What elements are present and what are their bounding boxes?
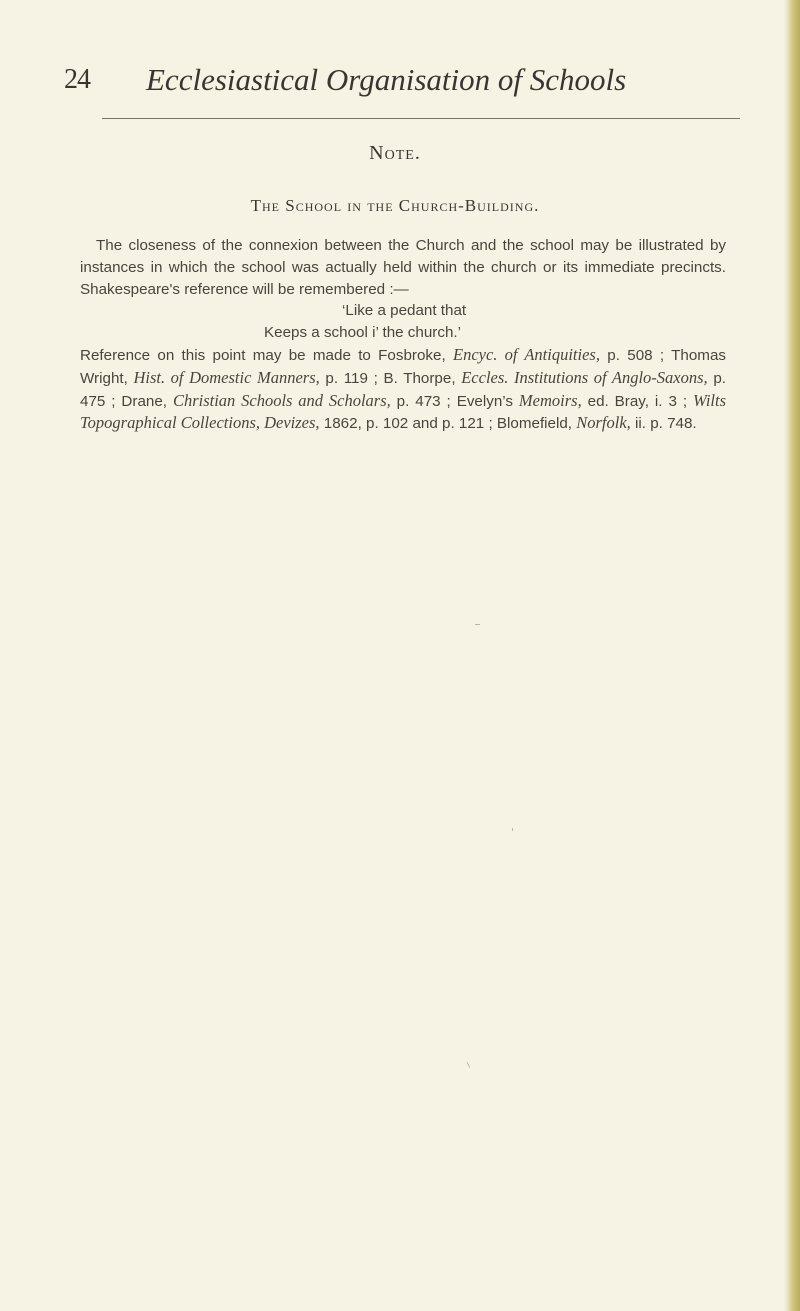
ref-wilts-title: Wilts Topographical Collections, Devizes, — [80, 390, 726, 433]
paper-speck — [475, 624, 480, 625]
note-body — [80, 235, 726, 435]
references-intro: Reference on this point may be made to Fosbroke, — [80, 346, 453, 364]
references-paragraph — [80, 344, 726, 435]
ref-fosbroke-title: Encyc. of Antiquities, — [452, 344, 600, 364]
ref-thorpe-title: Eccles. Institutions of Anglo-Saxons, — [461, 367, 708, 387]
ref-wilts-page: 1862, p. 102 and p. 121 ; Blomefield, — [319, 415, 577, 433]
intro-paragraph — [80, 235, 726, 300]
running-head — [64, 62, 744, 102]
quote-line-2: Keeps a school i’ the church.’ — [264, 324, 461, 342]
ref-evelyn-page: ed. Bray, i. 3 ; — [581, 392, 693, 410]
ref-drane-page: p. 473 ; Evelyn’s — [390, 392, 519, 410]
ref-wright-title: Hist. of Domestic Manners, — [133, 367, 320, 387]
ref-wright-page: p. 119 ; B. Thorpe, — [319, 369, 462, 387]
ref-drane-title: Christian Schools and Scholars, — [172, 390, 391, 410]
page-number: 24 — [64, 64, 90, 95]
ref-blomefield-title: Norfolk, — [576, 413, 631, 433]
page-edge — [788, 0, 800, 1311]
paper-speck — [467, 1062, 470, 1068]
ref-evelyn-title: Memoirs, — [518, 390, 582, 410]
header-rule — [102, 118, 740, 119]
note-heading: Note. — [369, 142, 421, 164]
quote-line-1: ‘Like a pedant that — [342, 302, 467, 320]
paper-speck — [512, 828, 513, 831]
running-title: Ecclesiastical Organisation of Schools — [146, 62, 627, 97]
ref-fosbroke-page: p. 508 ; Thomas Wright, — [80, 346, 726, 387]
ref-thorpe-page: p. 475 ; Drane, — [80, 369, 726, 410]
intro-paragraph-text: The closeness of the connexion between the Church and the school may be illustrated by instances in which the school was actually held within the church or its immediate precincts. Shakespeare's reference will be remembered :— — [80, 237, 726, 298]
ref-blomefield-page: ii. p. 748. — [630, 415, 697, 433]
section-title: The School in the Church-Building. — [250, 196, 540, 215]
shakespeare-quote — [80, 300, 726, 344]
